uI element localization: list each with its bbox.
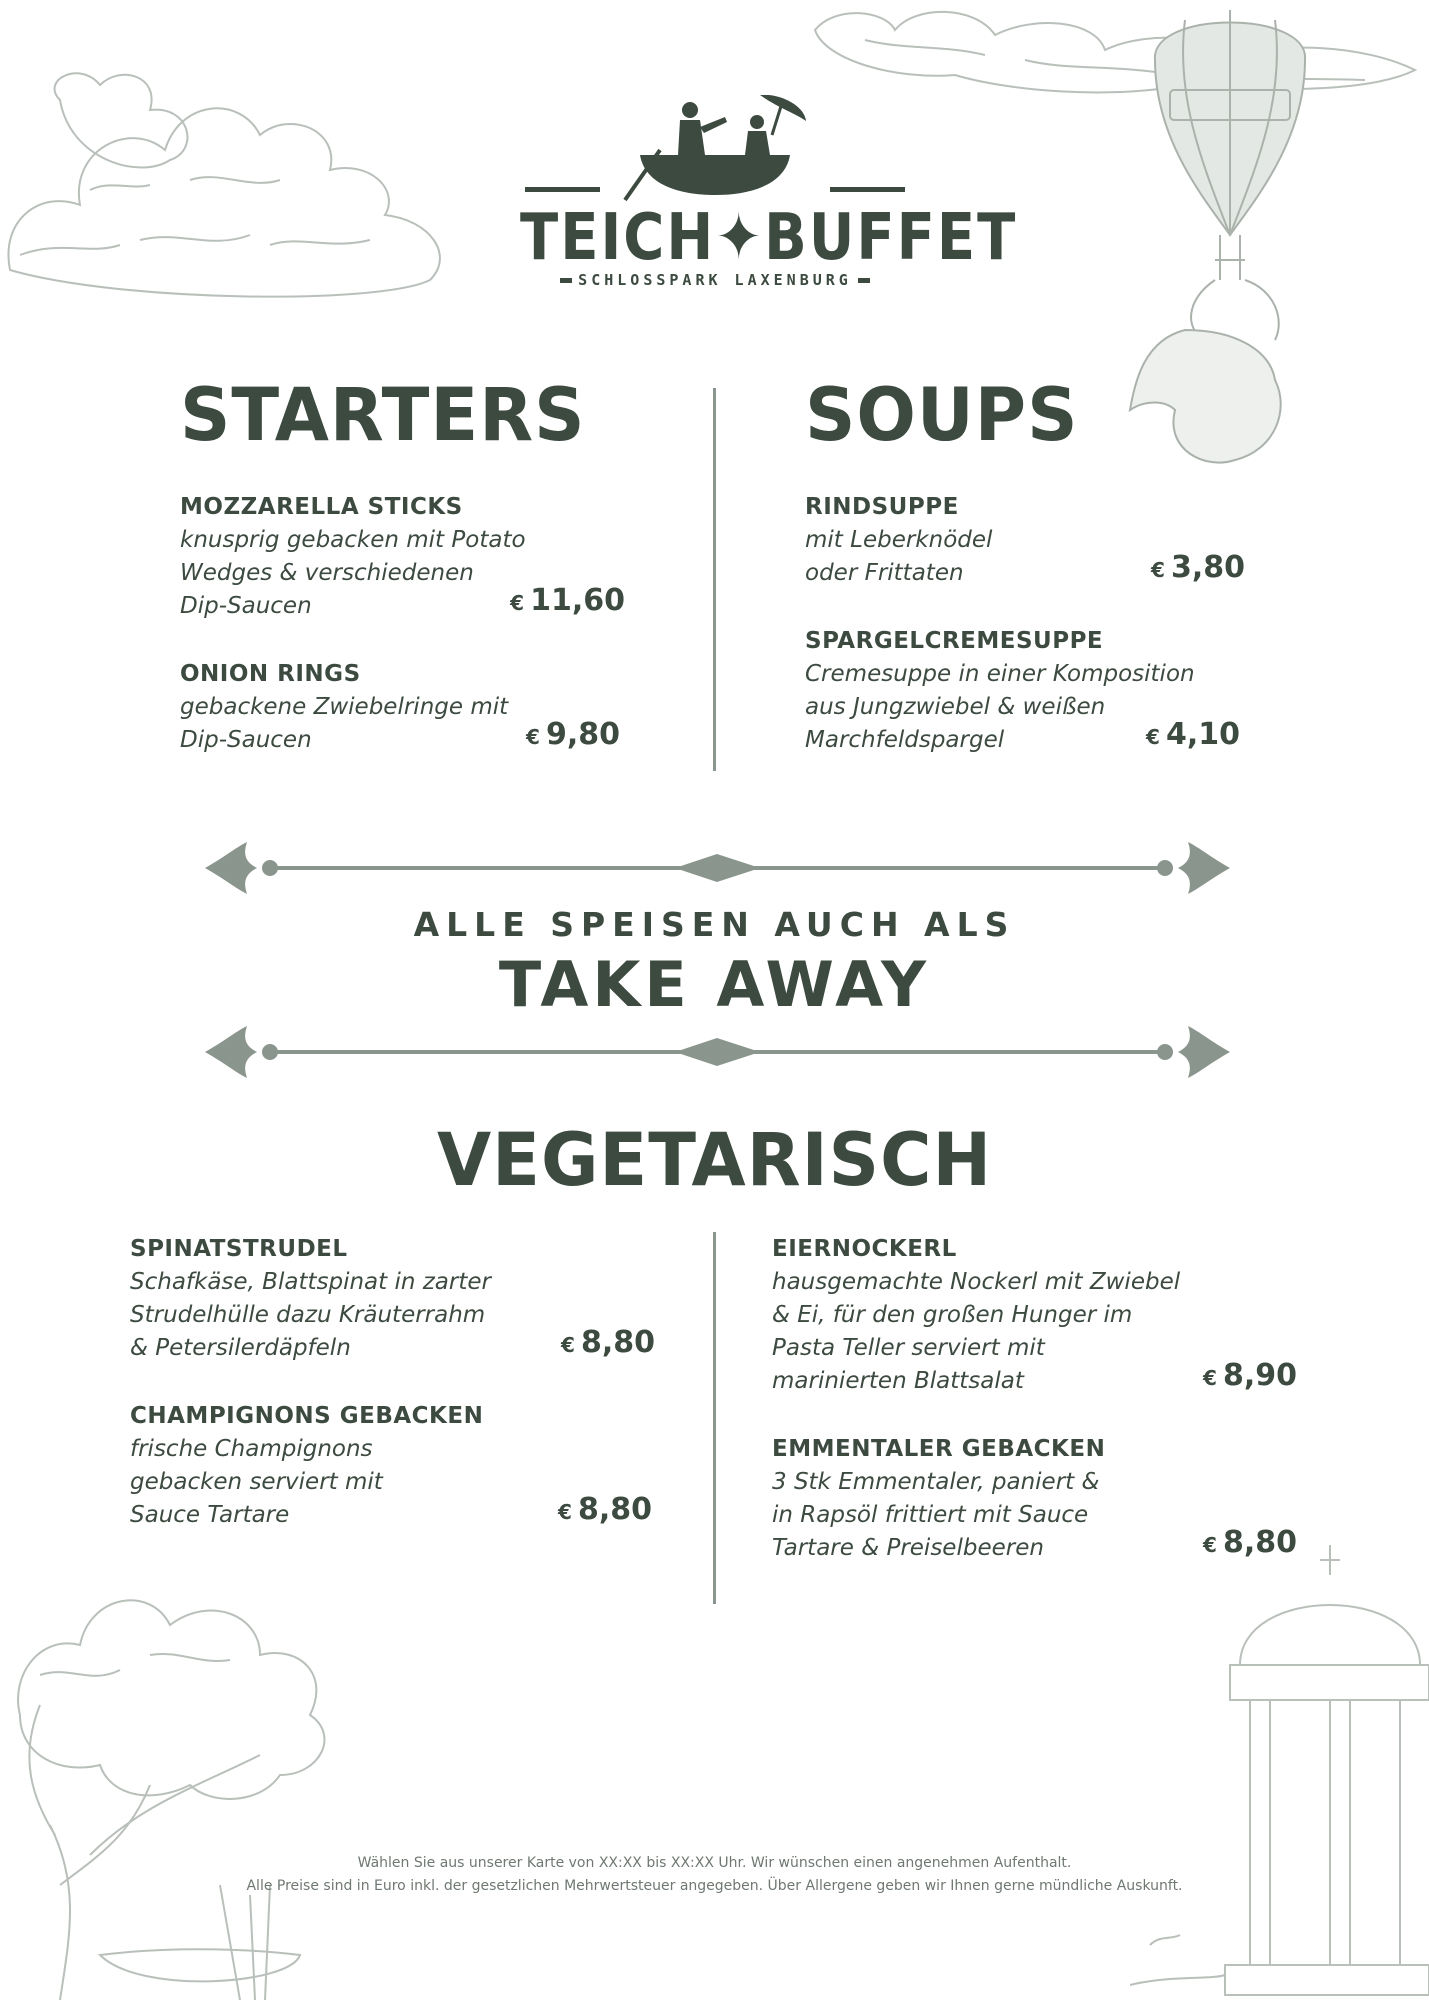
footer-line-hours: Wählen Sie aus unserer Karte von XX:XX bis XX:XX Uhr. Wir wünschen einen angenehmen Aufenthalt.: [357, 1855, 1072, 1871]
menu-item: [180, 490, 625, 623]
brand-name: TEICH✦BUFFET: [520, 200, 1018, 275]
item-name: CHAMPIGNONS GEBACKEN: [130, 1403, 484, 1429]
menu-item: [130, 1232, 655, 1365]
item-price: € 8,80: [561, 1325, 655, 1360]
item-name: SPARGELCREMESUPPE: [805, 628, 1104, 654]
item-price: € 4,10: [1146, 717, 1240, 752]
item-description: 3 Stk Emmentaler, paniert & in Rapsöl frittiert mit Sauce Tartare & Preiselbeeren: [772, 1469, 1100, 1561]
item-price: € 8,80: [1203, 1525, 1297, 1560]
footer-line-prices: Alle Preise sind in Euro inkl. der gesetzlichen Mehrwertsteuer angegeben. Über Allergene geben wir Ihnen gerne mündliche Auskunft.: [246, 1878, 1183, 1894]
tree-boat-illustration: [0, 1555, 420, 2000]
ornament-divider-top: [205, 840, 1230, 896]
item-description: gebackene Zwiebelringe mit Dip-Saucen: [180, 694, 509, 753]
item-name: EMMENTALER GEBACKEN: [772, 1436, 1106, 1462]
menu-item: [805, 490, 1245, 590]
menu-item: [805, 624, 1240, 757]
item-description: mit Leberknödel oder Frittaten: [805, 527, 993, 586]
item-price: € 8,80: [558, 1492, 652, 1527]
item-description: hausgemachte Nockerl mit Zwiebel & Ei, für den großen Hunger im Pasta Teller serviert mit marinierten Blattsalat: [772, 1269, 1181, 1394]
item-price: € 11,60: [510, 583, 625, 618]
column-divider: [713, 1232, 716, 1604]
ornament-divider-bottom: [205, 1024, 1230, 1080]
item-name: MOZZARELLA STICKS: [180, 494, 463, 520]
cloud-illustration-left: [0, 40, 470, 310]
item-price: € 3,80: [1151, 550, 1245, 585]
menu-item: [180, 657, 620, 757]
column-divider: [713, 388, 716, 771]
brand-subtitle: SCHLOSSPARK LAXENBURG: [520, 271, 910, 289]
menu-item: [772, 1432, 1297, 1565]
brand-logo: [520, 95, 1018, 295]
item-name: SPINATSTRUDEL: [130, 1236, 348, 1262]
section-title-vegetarisch: VEGETARISCH: [436, 1116, 993, 1204]
item-price: € 8,90: [1203, 1358, 1297, 1393]
item-description: Cremesuppe in einer Komposition aus Jungzwiebel & weißen Marchfeldspargel: [805, 661, 1195, 753]
item-description: Schafkäse, Blattspinat in zarter Strudelhülle dazu Kräuterrahm & Petersilerdäpfeln: [130, 1269, 491, 1361]
item-price: € 9,80: [526, 717, 620, 752]
hot-air-balloon-illustration: [1125, 0, 1335, 470]
item-name: RINDSUPPE: [805, 494, 959, 520]
item-name: EIERNOCKERL: [772, 1236, 957, 1262]
takeaway-subheading: ALLE SPEISEN AUCH ALS: [413, 905, 1016, 944]
item-name: ONION RINGS: [180, 661, 361, 687]
section-title-starters: STARTERS: [180, 371, 586, 459]
boat-silhouette-icon: [520, 95, 910, 205]
section-title-soups: SOUPS: [805, 371, 1079, 459]
takeaway-heading: TAKE AWAY: [498, 948, 931, 1021]
footer-note: [0, 1852, 1429, 1898]
gazebo-illustration: [1130, 1545, 1429, 2000]
menu-item: [130, 1399, 652, 1532]
item-description: knusprig gebacken mit Potato Wedges & verschiedenen Dip-Saucen: [180, 527, 526, 619]
menu-item: [772, 1232, 1297, 1398]
item-description: frische Champignons gebacken serviert mit Sauce Tartare: [130, 1436, 383, 1528]
